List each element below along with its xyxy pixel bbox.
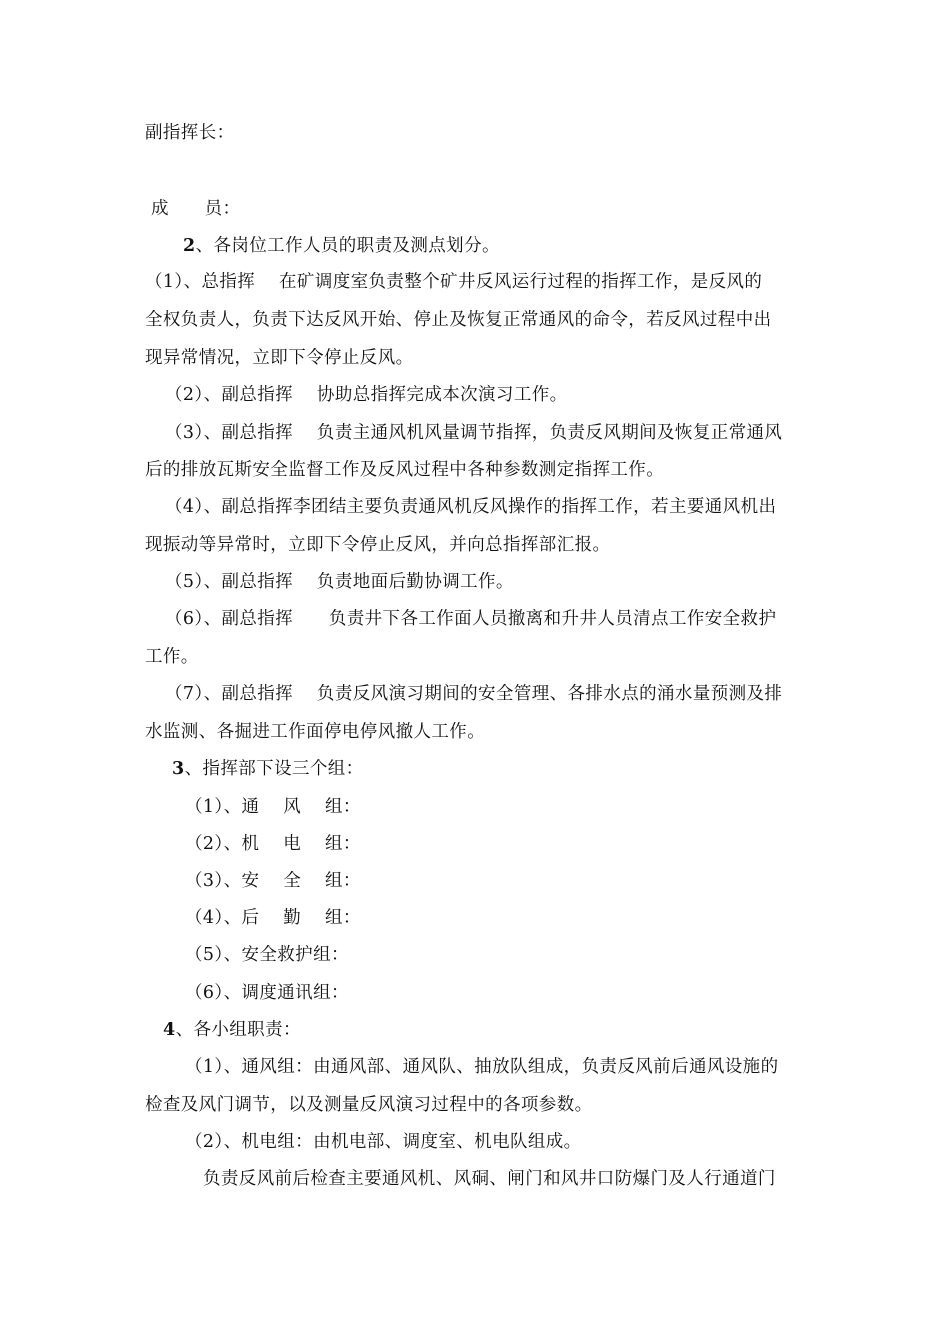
duty-1-line-3: 现异常情况，立即下令停止反风。: [145, 348, 414, 368]
group-duty-line-4: 负责反风前后检查主要通风机、风硐、闸门和风井口防爆门及人行通道门: [203, 1169, 776, 1189]
group-item-3: （3）、安 全 组：: [185, 871, 361, 891]
section-4-number: 4: [163, 1020, 176, 1040]
section-2-heading: [183, 234, 500, 258]
section-2-number: 2: [183, 236, 196, 256]
duty-3-line-1: （3）、副总指挥 负责主通风机风量调节指挥，负责反风期间及恢复正常通风: [165, 423, 783, 443]
group-item-1: （1）、通 风 组：: [185, 797, 361, 817]
duty-4-line-1: （4）、副总指挥李团结主要负责通风机反风操作的指挥工作，若主要通风机出: [165, 497, 777, 517]
group-duty-line-3: （2）、机电组：由机电部、调度室、机电队组成。: [185, 1132, 582, 1152]
duty-6-line-1: （6）、副总指挥 负责井下各工作面人员撤离和升井人员清点工作安全救护: [165, 609, 777, 629]
group-item-2: （2）、机 电 组：: [185, 834, 361, 854]
section-2-title: 、各岗位工作人员的职责及测点划分。: [195, 236, 500, 256]
duty-5-line-1: （5）、副总指挥 负责地面后勤协调工作。: [165, 572, 514, 592]
group-duty-line-2: 检查及风门调节，以及测量反风演习过程中的各项参数。: [145, 1095, 593, 1115]
duty-1-line-1: （1）、总指挥 在矿调度室负责整个矿井反风运行过程的指挥工作，是反风的: [145, 272, 763, 292]
duty-1-line-2: 全权负责人，负责下达反风开始、停止及恢复正常通风的命令，若反风过程中出: [145, 310, 772, 330]
duty-3-line-2: 后的排放瓦斯安全监督工作及反风过程中各种参数测定指挥工作。: [145, 460, 665, 480]
group-duty-line-1: （1）、通风组：由通风部、通风队、抽放队组成，负责反风前后通风设施的: [185, 1057, 779, 1077]
section-3-title: 、指挥部下设三个组：: [184, 759, 364, 779]
section-3-heading: [172, 757, 364, 781]
group-item-5: （5）、安全救护组：: [185, 945, 349, 965]
duty-7-line-1: （7）、副总指挥 负责反风演习期间的安全管理、各排水点的涌水量预测及排: [165, 684, 783, 704]
duty-7-line-2: 水监测、各掘进工作面停电停风撤人工作。: [145, 722, 486, 742]
duty-4-line-2: 现振动等异常时，立即下令停止反风，并向总指挥部汇报。: [145, 535, 611, 555]
section-4-title: 、各小组职责：: [175, 1020, 301, 1040]
vice-commander-label: 副指挥长：: [145, 123, 235, 143]
duty-6-line-2: 工作。: [145, 647, 199, 667]
group-item-6: （6）、调度通讯组：: [185, 983, 349, 1003]
section-3-number: 3: [172, 759, 185, 779]
section-4-heading: [163, 1018, 301, 1042]
members-label: 成 员：: [145, 199, 241, 219]
duty-2-line-1: （2）、副总指挥 协助总指挥完成本次演习工作。: [165, 385, 568, 405]
group-item-4: （4）、后 勤 组：: [185, 908, 361, 928]
